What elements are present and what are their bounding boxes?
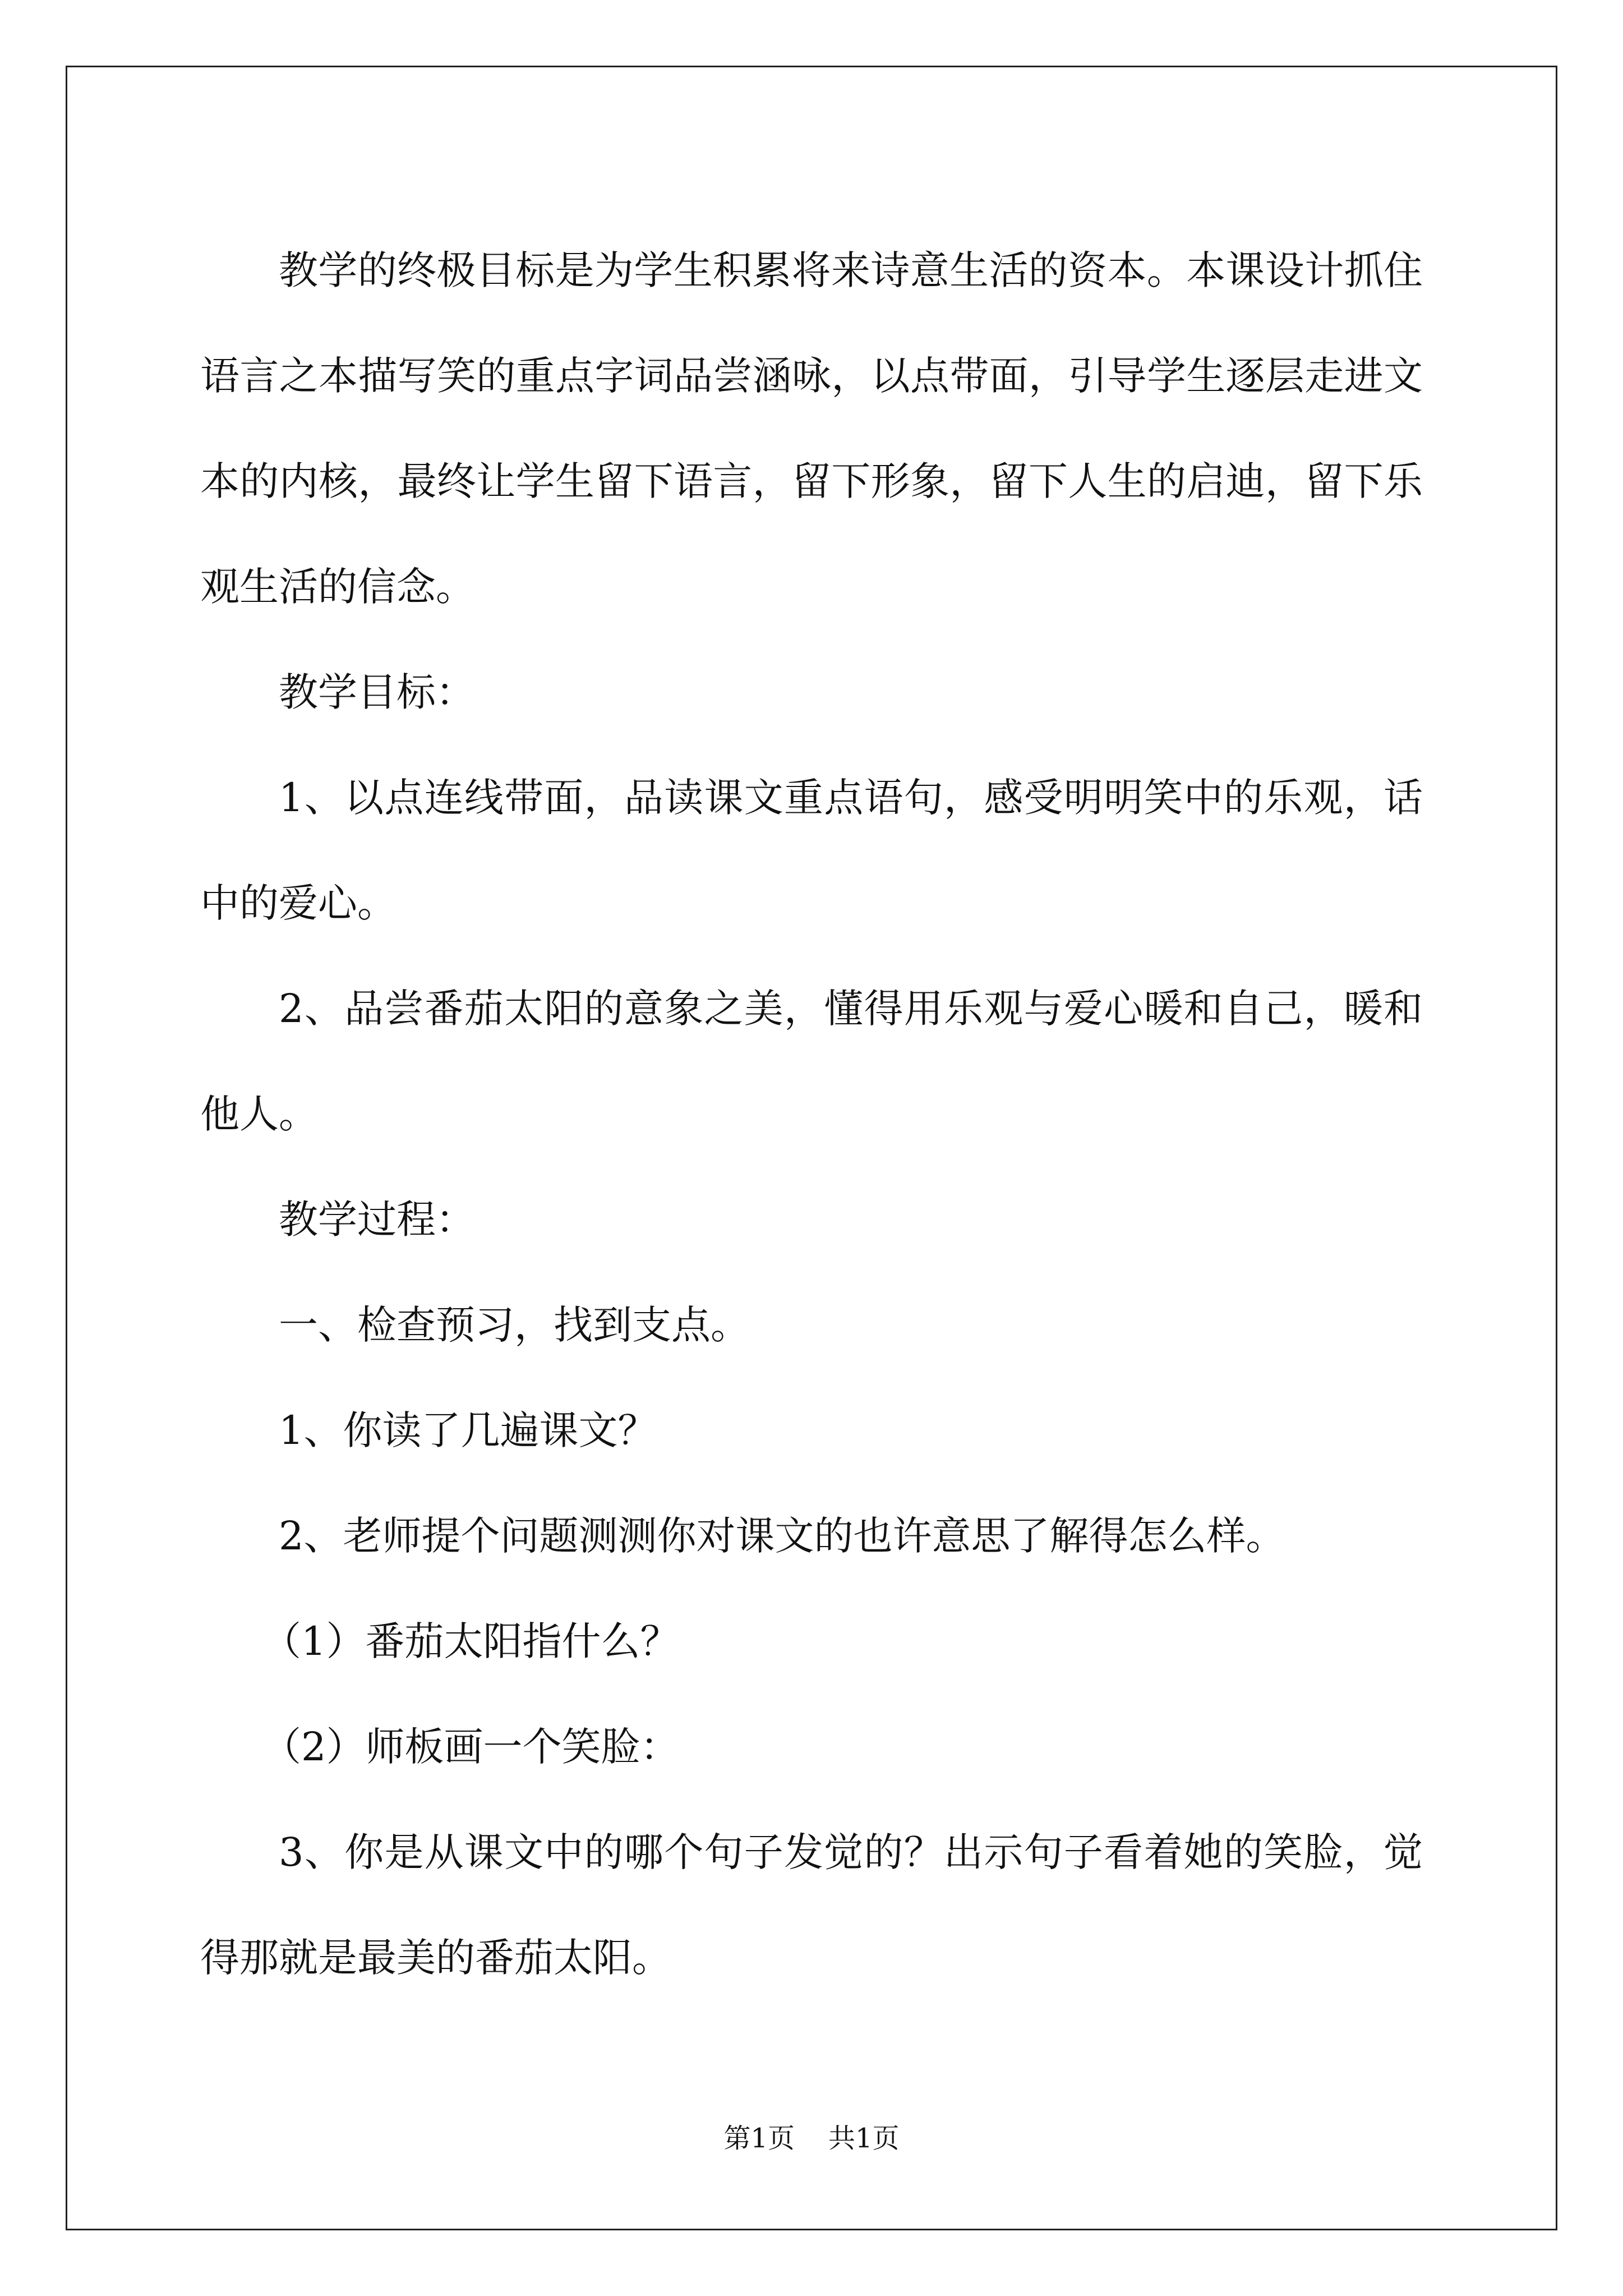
page-total: 共1页 <box>828 2123 900 2154</box>
step-item-3: 3、你是从课文中的哪个句子发觉的？出示句子看着她的笑脸，觉得那就是最美的番茄太阳。 <box>200 1829 1423 1981</box>
sub-item-2: （2）师板画一个笑脸： <box>262 1724 680 1770</box>
goal-item-1: 1、以点连线带面，品读课文重点语句，感受明明笑中的乐观，话中的爱心。 <box>200 775 1423 926</box>
sub-item-1: （1）番茄太阳指什么？ <box>262 1618 680 1664</box>
step-item-2: 2、老师提个问题测测你对课文的也许意思了解得怎么样。 <box>279 1513 1285 1559</box>
document-body <box>200 218 1423 2010</box>
section-1-title: 一、检查预习，找到支点。 <box>279 1302 750 1348</box>
heading-teaching-process: 教学过程： <box>279 1197 475 1243</box>
page-footer <box>0 2122 1623 2155</box>
page-number: 第1页 <box>723 2123 795 2154</box>
paragraph-intro: 教学的终极目标是为学生积累将来诗意生活的资本。本课设计抓住语言之本描写笑的重点字词品尝涵咏，以点带面，引导学生逐层走进文本的内核，最终让学生留下语言，留下形象，留下人生的启迪，留下乐观生活的信念。 <box>200 247 1423 610</box>
step-item-1: 1、你读了几遍课文？ <box>279 1407 657 1453</box>
goal-item-2: 2、品尝番茄太阳的意象之美，懂得用乐观与爱心暖和自己，暖和他人。 <box>200 986 1423 1137</box>
heading-teaching-goals: 教学目标： <box>279 669 475 715</box>
